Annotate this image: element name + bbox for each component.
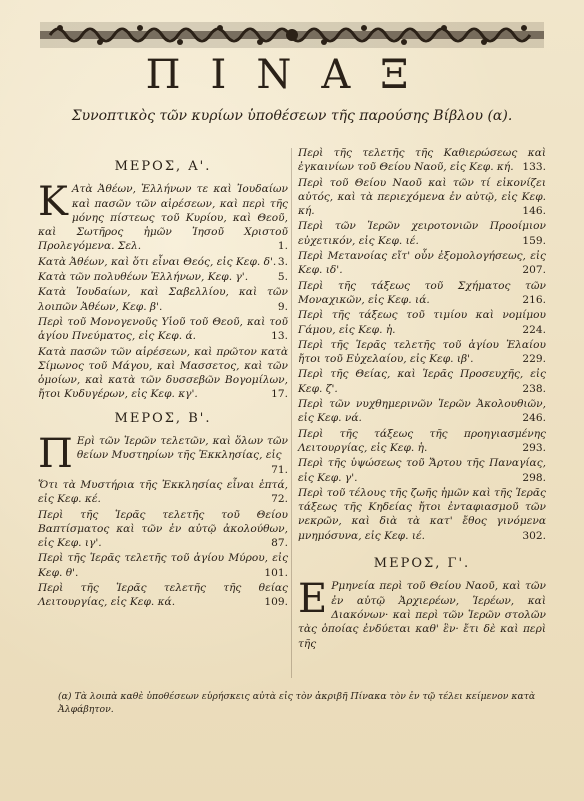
toc-entry [38, 478, 288, 507]
entry-page: 133. [522, 161, 546, 174]
entry-text: Περὶ τῆς τελετῆς τῆς Καθιερώσεως καὶ ἐγκαινίων τοῦ Θείου Ναοῦ, εἰς Κεφ. κή. [298, 147, 546, 174]
entry-text: Περὶ τῶν νυχθημερινῶν Ἱερῶν Ἀκολουθιῶν, εἰς Κεφ. νά. [298, 398, 546, 425]
entry-text: Περὶ Μετανοίας εἴτ' οὖν ἐξομολογήσεως, εἰς Κεφ. ιδ'. [298, 250, 546, 277]
page-title: ΠΙΝΑΞ [145, 52, 439, 98]
toc-entry [38, 551, 288, 580]
toc-entry [38, 315, 288, 344]
entry-text: Κατὰ πασῶν τῶν αἱρέσεων, καὶ πρῶτον κατὰ Σίμωνος τοῦ Μάγου, καὶ Μασσετος, καὶ τῶν ὁμοίων, καὶ κατὰ τῶν δυσσεβῶν Βογομίλων, ἤτοι Κυδυγέρων, εἰς Κεφ. κγ'. [38, 345, 288, 401]
part-heading: ΜΕΡΟΣ, Γ'. [373, 556, 471, 572]
toc-entry [38, 508, 288, 551]
entry-text: Κατὰ Ἀθέων, καὶ ὅτι εἶναι Θεός, εἰς Κεφ. δ'. [38, 255, 277, 268]
entry-page: 101. [264, 566, 288, 579]
toc-entry [298, 456, 546, 485]
entry-text: Περὶ τῆς Θείας, καὶ Ἱερᾶς Προσευχῆς, εἰς Κεφ. ζ'. [298, 368, 546, 395]
toc-entry [38, 581, 288, 610]
toc-entry [38, 345, 288, 402]
entry-page: 207. [522, 264, 546, 277]
entry-page: 71. [271, 463, 288, 476]
entry-page: 5. [277, 271, 288, 284]
decorative-header-ornament [40, 22, 544, 48]
entry-page: 216. [522, 293, 546, 306]
toc-entry [298, 279, 546, 308]
entry-text: Ερὶ τῶν Ἱερῶν τελετῶν, καὶ ὅλων τῶν θείων Μυστηρίων τῆς Ἐκκλησίας, εἰς [76, 435, 288, 462]
entry-page: 9. [277, 300, 288, 313]
toc-entry [298, 219, 546, 248]
toc-entry [38, 255, 288, 269]
toc-entry [298, 486, 546, 543]
entry-text: Περὶ τῆς Ἱερᾶς τελετῆς τοῦ ἁγίου Μύρου, εἰς Κεφ. θ'. [38, 552, 288, 579]
entry-text: Περὶ τοῦ τέλους τῆς ζωῆς ἡμῶν καὶ τῆς Ἱερᾶς τάξεως τῆς Κηδείας ἤτοι ἐνταφιασμοῦ τῶν νεκρῶν, καὶ διὰ τὰ κατ' ἔθος γινόμενα μνημόσυνα, εἰς Κεφ. ιέ. [298, 486, 546, 542]
toc-entry [298, 576, 546, 650]
entry-page: 17. [271, 388, 288, 401]
left-column [38, 150, 288, 611]
entry-text: Κατὰ τῶν πολυθέων Ἑλλήνων, Κεφ. γ'. [38, 271, 249, 284]
toc-entry [298, 338, 546, 367]
footnote: (α) Τὰ λοιπὰ καθὲ ὑποθέσεων εὑρήσκεις αὐτὰ εἰς τὸν ἀκριβῆ Πίνακα τὸν ἐν τῷ τέλει κείμενον κατὰ Ἀλφάβητον. [58, 691, 536, 715]
entry-text: Περὶ τῶν Ἱερῶν χειροτονιῶν Προοίμιον εὐχετικόν, εἰς Κεφ. ιέ. [298, 220, 546, 247]
entry-text: Ρμηνεία περὶ τοῦ Θείου Ναοῦ, καὶ τῶν ἐν αὐτῷ Ἀρχιερέων, Ἱερέων, καὶ Διακόνων· καὶ περὶ τῶν Ἱερῶν στολῶν τὰς ὁποίας ἐνδύεται καθ' ἓν· ἔτι δὲ καὶ περὶ τῆς [298, 580, 546, 650]
right-column [298, 146, 546, 652]
entry-page: 13. [271, 330, 288, 343]
drop-capital: Π [38, 431, 73, 478]
entry-text: Περὶ τῆς τάξεως τοῦ τιμίου καὶ νομίμου Γάμου, εἰς Κεφ. ἡ. [298, 309, 546, 336]
entry-text: Ὅτι τὰ Μυστήρια τῆς Ἐκκλησίας εἶναι ἑπτά, εἰς Κεφ. κέ. [38, 478, 288, 506]
entry-page: 159. [522, 234, 546, 247]
toc-entry [298, 146, 546, 175]
toc-entry [298, 397, 546, 426]
entry-text: Περὶ τῆς Ἱερᾶς τελετῆς τῆς θείας Λειτουργίας, εἰς Κεφ. κά. [38, 582, 288, 609]
entry-text: Περὶ τοῦ Μονογενοῦς Υἱοῦ τοῦ Θεοῦ, καὶ τοῦ ἁγίου Πνεύματος, εἰς Κεφ. ά. [38, 315, 288, 343]
toc-entry [298, 427, 546, 456]
entry-page: 302. [522, 529, 546, 542]
toc-entry [38, 285, 288, 314]
drop-capital: Ε [298, 576, 328, 623]
entry-page: 109. [264, 596, 288, 609]
entry-text: Περὶ τῆς Ἱερᾶς τελετῆς τοῦ Θείου Βαπτίσματος καὶ τῶν ἐν αὐτῷ ἀκολούθων, εἰς Κεφ. ιγ'. [38, 508, 288, 550]
entry-page: 293. [522, 441, 546, 454]
part-heading: ΜΕΡΟΣ, Β'. [114, 410, 212, 426]
entry-text: Κατὰ Ἰουδαίων, καὶ Σαβελλίου, καὶ τῶν λοιπῶν Ἀθέων, Κεφ. β'. [38, 286, 288, 313]
toc-entry [298, 308, 546, 337]
entry-text: Περὶ τῆς Ἱερᾶς τελετῆς τοῦ ἁγίου Ἐλαίου ἤτοι τοῦ Εὐχελαίου, εἰς Κεφ. ιβ'. [298, 338, 546, 366]
entry-page: 3. [277, 255, 288, 268]
part-heading: ΜΕΡΟΣ, Α'. [114, 159, 212, 174]
entry-page: 238. [522, 382, 546, 395]
entry-page: 87. [271, 537, 288, 550]
entry-text: Περὶ τῆς τάξεως τοῦ Σχήματος τῶν Μοναχικῶν, εἰς Κεφ. ιά. [298, 279, 546, 306]
entry-page: 298. [522, 471, 546, 484]
toc-entry [38, 179, 288, 253]
entry-text: Περὶ τῆς τάξεως τῆς προηγιασμένης Λειτουργίας, εἰς Κεφ. ἡ. [298, 427, 546, 454]
entry-text: Ατὰ Ἀθέων, Ἑλλήνων τε καὶ Ἰουδαίων καὶ πασῶν τῶν αἱρέσεων, καὶ περὶ τῆς μόνης πίστεως τοῦ Κυρίου, καὶ Θεοῦ, καὶ Σωτῆρος ἡμῶν Ἰησοῦ Χριστοῦ Προλεγόμενα. Σελ. [38, 183, 288, 253]
entry-text: Περὶ τῆς ὑψώσεως τοῦ Ἄρτου τῆς Παναγίας, εἰς Κεφ. γ'. [298, 457, 546, 484]
toc-entry [298, 367, 546, 396]
toc-entry [298, 249, 546, 278]
page-subtitle: Συνοπτικὸς τῶν κυρίων ὑποθέσεων τῆς παρούσης Βίβλου (α). [71, 108, 513, 124]
entry-page: 246. [522, 412, 546, 425]
drop-capital: Κ [38, 179, 68, 226]
column-divider [291, 148, 292, 678]
entry-page: 72. [271, 493, 288, 506]
entry-page: 1. [277, 240, 288, 253]
toc-entry [298, 176, 546, 219]
entry-page: 224. [522, 323, 546, 336]
entry-text: Περὶ τοῦ Θείου Ναοῦ καὶ τῶν τί εἰκονίζει αὐτός, καὶ τὰ περιεχόμενα ἐν αὐτῷ, εἰς Κεφ. κή. [298, 176, 546, 218]
entry-page: 146. [522, 205, 546, 218]
toc-entry [38, 270, 288, 284]
toc-entry [38, 431, 288, 478]
entry-page: 229. [522, 353, 546, 366]
